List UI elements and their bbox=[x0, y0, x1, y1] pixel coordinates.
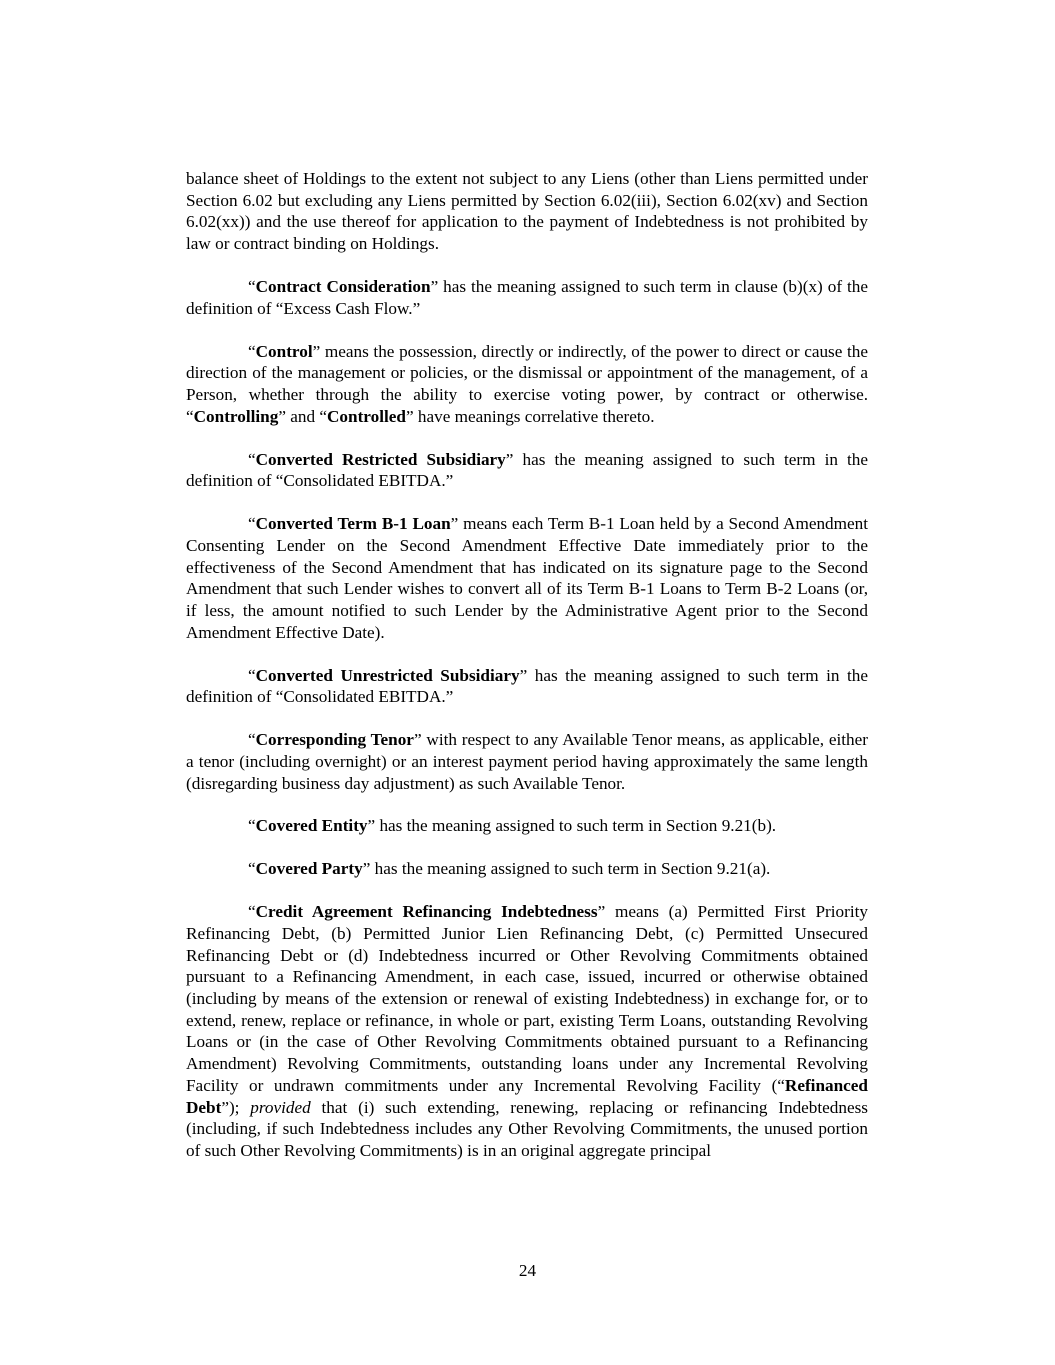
paragraph-text: “ bbox=[248, 816, 256, 836]
definition-control bbox=[186, 341, 868, 428]
paragraph-text: “ bbox=[248, 514, 256, 534]
paragraph-text: ” with respect to any Available Tenor means, as applicable, either a tenor (including overnight) or an interest payment period having approximately the same length (disregarding business day adjustment) as such Available Tenor. bbox=[186, 730, 869, 793]
defined-term: Converted Restricted Subsidiary bbox=[255, 449, 506, 469]
paragraph-text: ” has the meaning assigned to such term in Section 9.21(b). bbox=[367, 816, 777, 836]
defined-term: Controlling bbox=[193, 406, 279, 426]
defined-term: Controlled bbox=[327, 406, 406, 426]
paragraph-text: “ bbox=[248, 277, 256, 296]
paragraph-text: ” and “ bbox=[278, 406, 327, 426]
defined-term: Covered Entity bbox=[255, 816, 368, 836]
paragraph-text: ” has the meaning assigned to such term in the definition of “Consolidated EBITDA.” bbox=[186, 665, 868, 707]
definition-covered-entity bbox=[186, 815, 868, 837]
defined-term: Credit Agreement Refinancing Indebtedness bbox=[255, 902, 598, 922]
defined-term: Control bbox=[255, 341, 313, 361]
definition-contract-consideration bbox=[186, 276, 868, 319]
paragraph-text: “ bbox=[248, 665, 256, 685]
definition-converted-term-b1-loan bbox=[186, 513, 868, 643]
paragraph-continuation bbox=[186, 168, 868, 255]
paragraph-text: ” has the meaning assigned to such term in clause (b)(x) of the definition of “Excess Cash Flow.” bbox=[186, 277, 868, 318]
document-body bbox=[186, 168, 868, 1183]
paragraph-text: ” means (a) Permitted First Priority Refinancing Debt, (b) Permitted Junior Lien Refinancing Debt, (c) Permitted Unsecured Refinancing Debt or (d) Indebtedness incurred or Other Revolving Commitments obtained pursuant to a Refinancing Amendment, in each case, issued, incurred or otherwise obtained (including by means of the extension or renewal of existing Indebtedness) in exchange for, or to extend, renew, replace or refinance, in whole or part, existing Term Loans, outstanding Revolving Loans or (in the case of Other Revolving Commitments obtained pursuant to a Refinancing Amendment) Revolving Commitments, outstanding loans under any Incremental Revolving Facility or undrawn commitments under any Incremental Revolving Facility (“ bbox=[186, 902, 868, 1095]
paragraph-text: “ bbox=[248, 730, 256, 750]
paragraph-text: “ bbox=[248, 859, 256, 879]
paragraph-text: ” has the meaning assigned to such term in Section 9.21(a). bbox=[362, 859, 771, 879]
defined-term: Contract Consideration bbox=[255, 277, 431, 296]
definition-covered-party bbox=[186, 858, 868, 880]
definition-converted-restricted-subsidiary bbox=[186, 449, 868, 492]
emphasis-text: provided bbox=[250, 1097, 311, 1117]
defined-term: Converted Unrestricted Subsidiary bbox=[255, 665, 520, 685]
defined-term: Refinanced Debt bbox=[186, 1075, 868, 1117]
paragraph-text: ” has the meaning assigned to such term in the definition of “Consolidated EBITDA.” bbox=[186, 449, 868, 491]
defined-term: Converted Term B-1 Loan bbox=[255, 514, 451, 534]
paragraph-text: ”); bbox=[221, 1097, 251, 1117]
definition-corresponding-tenor bbox=[186, 729, 868, 794]
definition-converted-unrestricted-subsidiary bbox=[186, 665, 868, 708]
paragraph-text: ” means each Term B-1 Loan held by a Second Amendment Consenting Lender on the Second Amendment Effective Date immediately prior to the effectiveness of the Second Amendment that has indicated on its signature page to the Second Amendment that such Lender wishes to convert all of its Term B-1 Loans to Term B-2 Loans (or, if less, the amount notified to such Lender by the Administrative Agent prior to the Second Amendment Effective Date). bbox=[186, 514, 869, 642]
paragraph-text: balance sheet of Holdings to the extent not subject to any Liens (other than Liens permitted under Section 6.02 but excluding any Liens permitted by Section 6.02(iii), Section 6.02(xv) and Section 6.02(xx)) and the use thereof for application to the payment of Indebtedness is not prohibited by law or contract binding on Holdings. bbox=[186, 169, 868, 254]
paragraph-text: ” have meanings correlative thereto. bbox=[405, 406, 655, 426]
paragraph-text: that (i) such extending, renewing, replacing or refinancing Indebtedness (including, if such Indebtedness includes any Other Revolving Commitments, the unused portion of such Other Revolving Commitments) is in an original aggregate principal bbox=[186, 1097, 868, 1160]
page-number: 24 bbox=[518, 1261, 537, 1280]
paragraph-text: “ bbox=[248, 449, 256, 469]
paragraph-text: ” means the possession, directly or indirectly, of the power to direct or cause the direction of the management or policies, or the dismissal or appointment of the management, of a Person, whether through the ability to exercise voting power, by contract or otherwise. “ bbox=[186, 341, 868, 426]
defined-term: Covered Party bbox=[255, 859, 363, 879]
paragraph-text: “ bbox=[248, 341, 256, 361]
paragraph-text: “ bbox=[248, 902, 256, 922]
defined-term: Corresponding Tenor bbox=[255, 730, 414, 750]
definition-credit-agreement-refinancing-indebtedness bbox=[186, 901, 868, 1161]
